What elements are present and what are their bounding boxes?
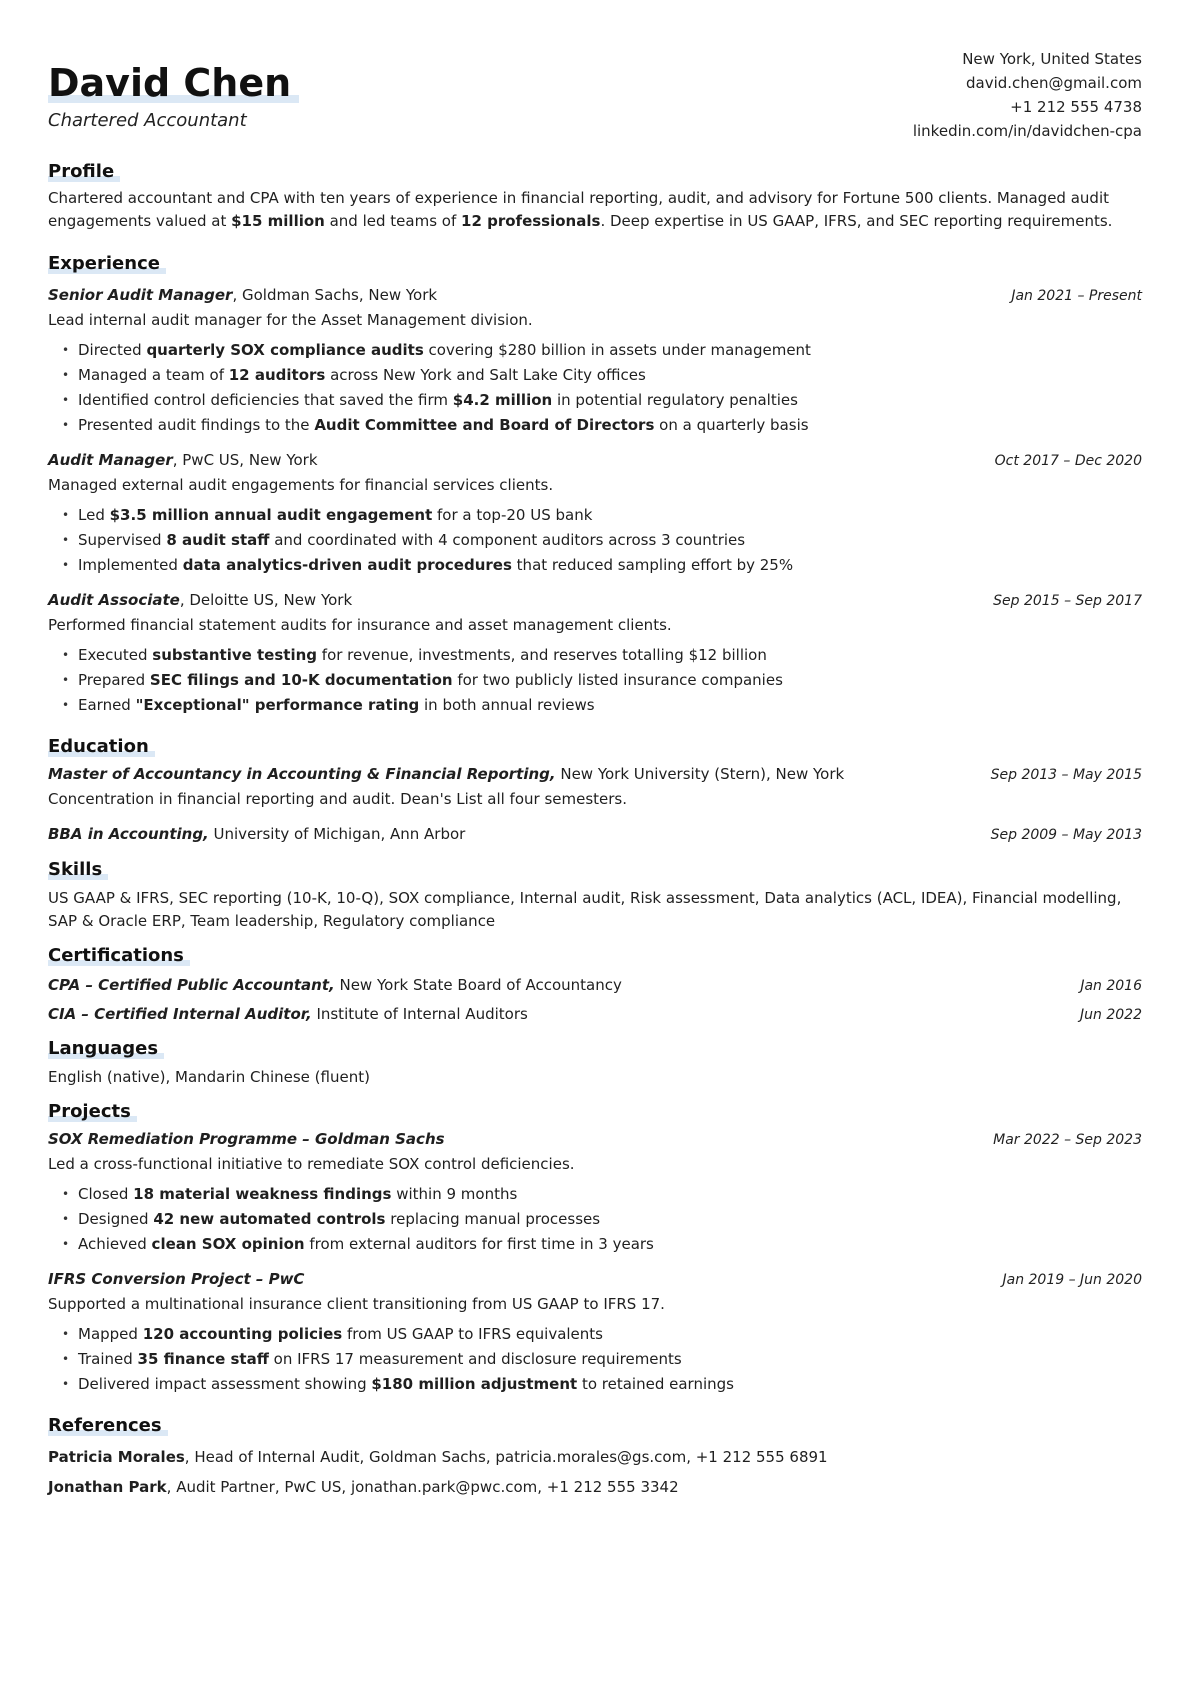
resume-header <box>48 0 1142 150</box>
entry-date: Jan 2019 – Jun 2020 <box>1002 1272 1142 1288</box>
entry-description: Performed financial statement audits for insurance and asset management clients. <box>48 616 672 634</box>
candidate-title: Chartered Accountant <box>48 110 247 131</box>
bullet-item: • Executed substantive testing for revenue, investments, and reserves totalling $12 billion <box>78 643 1142 668</box>
certification-entry <box>48 1002 1142 1027</box>
contact-block <box>913 47 1142 143</box>
certification-entry <box>48 973 1142 998</box>
experience-entry <box>48 588 1142 718</box>
bullet-item: • Led $3.5 million annual audit engagement for a top-20 US bank <box>78 503 1142 528</box>
projects-heading: Projects <box>48 1099 131 1125</box>
bullet-item: • Identified control deficiencies that saved the firm $4.2 million in potential regulatory penalties <box>78 388 1142 413</box>
experience-entry <box>48 448 1142 578</box>
entry-title: Senior Audit Manager, Goldman Sachs, New York <box>48 286 438 304</box>
project-entry <box>48 1127 1142 1257</box>
candidate-name: David Chen <box>48 61 292 105</box>
languages-section <box>48 1036 1142 1089</box>
reference-entry: Patricia Morales, Head of Internal Audit, Goldman Sachs, patricia.morales@gs.com, +1 212 555 6891 <box>48 1448 828 1466</box>
entry-date: Sep 2013 – May 2015 <box>990 767 1142 783</box>
entry-date: Sep 2015 – Sep 2017 <box>993 593 1142 609</box>
certifications-section <box>48 943 1142 1027</box>
bullet-item: • Earned "Exceptional" performance rating in both annual reviews <box>78 693 1142 718</box>
entry-date: Jan 2016 <box>1080 978 1142 994</box>
profile-section <box>48 159 1142 233</box>
entry-title: BBA in Accounting, University of Michigan, Ann Arbor <box>48 825 466 843</box>
education-heading: Education <box>48 734 149 760</box>
bullet-item: • Managed a team of 12 auditors across New York and Salt Lake City offices <box>78 363 1142 388</box>
contact-email[interactable]: david.chen@gmail.com <box>965 74 1142 92</box>
entry-date: Jan 2021 – Present <box>1011 288 1142 304</box>
bullet-list <box>48 643 1142 718</box>
bullet-item: • Closed 18 material weakness findings within 9 months <box>78 1182 1142 1207</box>
entry-title: Audit Manager, PwC US, New York <box>48 451 318 469</box>
references-section <box>48 1413 1142 1499</box>
bullet-item: • Achieved clean SOX opinion from external auditors for first time in 3 years <box>78 1232 1142 1257</box>
entry-description: Led a cross-functional initiative to remediate SOX control deficiencies. <box>48 1155 575 1173</box>
entry-description: Lead internal audit manager for the Asset Management division. <box>48 311 533 329</box>
bullet-list <box>48 503 1142 578</box>
entry-title: CPA – Certified Public Accountant, New York State Board of Accountancy <box>48 976 622 994</box>
bullet-item: • Implemented data analytics-driven audit procedures that reduced sampling effort by 25% <box>78 553 1142 578</box>
entry-title: Master of Accountancy in Accounting & Financial Reporting, New York University (Stern), New York <box>48 765 845 783</box>
education-section <box>48 734 1142 847</box>
certifications-heading: Certifications <box>48 943 184 969</box>
languages-text: English (native), Mandarin Chinese (fluent) <box>48 1068 370 1086</box>
entry-date: Oct 2017 – Dec 2020 <box>994 453 1142 469</box>
bullet-list <box>48 1322 1142 1397</box>
entry-title: CIA – Certified Internal Auditor, Institute of Internal Auditors <box>48 1005 528 1023</box>
profile-text: Chartered accountant and CPA with ten years of experience in financial reporting, audit, and advisory for Fortune 500 clients. Managed audit engagements valued at $15 million and led teams of 12 professionals. Deep expertise in US GAAP, IFRS, and SEC reporting requirements. <box>48 189 1113 230</box>
entry-date: Sep 2009 – May 2013 <box>990 827 1142 843</box>
bullet-item: • Trained 35 finance staff on IFRS 17 measurement and disclosure requirements <box>78 1347 1142 1372</box>
contact-linkedin[interactable]: linkedin.com/in/davidchen-cpa <box>912 122 1142 140</box>
bullet-item: • Designed 42 new automated controls replacing manual processes <box>78 1207 1142 1232</box>
education-entry <box>48 762 1142 811</box>
contact-phone: +1 212 555 4738 <box>1010 98 1142 116</box>
contact-location: New York, United States <box>962 50 1142 68</box>
bullet-item: • Prepared SEC filings and 10-K documentation for two publicly listed insurance companies <box>78 668 1142 693</box>
references-heading: References <box>48 1413 162 1439</box>
bullet-list <box>48 338 1142 438</box>
entry-date: Jun 2022 <box>1080 1007 1142 1023</box>
entry-date: Mar 2022 – Sep 2023 <box>993 1132 1142 1148</box>
education-entry <box>48 822 1142 847</box>
languages-heading: Languages <box>48 1036 158 1062</box>
projects-section <box>48 1099 1142 1397</box>
entry-description: Managed external audit engagements for financial services clients. <box>48 476 554 494</box>
bullet-item: • Presented audit findings to the Audit Committee and Board of Directors on a quarterly basis <box>78 413 1142 438</box>
experience-entry <box>48 283 1142 438</box>
skills-text: US GAAP & IFRS, SEC reporting (10-K, 10-Q), SOX compliance, Internal audit, Risk assessment, Data analytics (ACL, IDEA), Financial modelling, SAP & Oracle ERP, Team leadership, Regulatory compliance <box>48 889 1122 930</box>
bullet-item: • Delivered impact assessment showing $180 million adjustment to retained earnings <box>78 1372 1142 1397</box>
skills-heading: Skills <box>48 857 102 883</box>
bullet-item: • Directed quarterly SOX compliance audits covering $280 billion in assets under management <box>78 338 1142 363</box>
entry-description: Concentration in financial reporting and audit. Dean's List all four semesters. <box>48 790 628 808</box>
entry-description: Supported a multinational insurance client transitioning from US GAAP to IFRS 17. <box>48 1295 665 1313</box>
experience-heading: Experience <box>48 251 160 277</box>
bullet-item: • Supervised 8 audit staff and coordinated with 4 component auditors across 3 countries <box>78 528 1142 553</box>
reference-entry: Jonathan Park, Audit Partner, PwC US, jonathan.park@pwc.com, +1 212 555 3342 <box>48 1478 679 1496</box>
entry-title: Audit Associate, Deloitte US, New York <box>48 591 353 609</box>
project-entry <box>48 1267 1142 1397</box>
bullet-item: • Mapped 120 accounting policies from US GAAP to IFRS equivalents <box>78 1322 1142 1347</box>
profile-heading: Profile <box>48 159 114 185</box>
skills-section <box>48 857 1142 933</box>
entry-title: SOX Remediation Programme – Goldman Sachs <box>48 1130 445 1148</box>
bullet-list <box>48 1182 1142 1257</box>
experience-section <box>48 251 1142 718</box>
entry-title: IFRS Conversion Project – PwC <box>48 1270 305 1288</box>
